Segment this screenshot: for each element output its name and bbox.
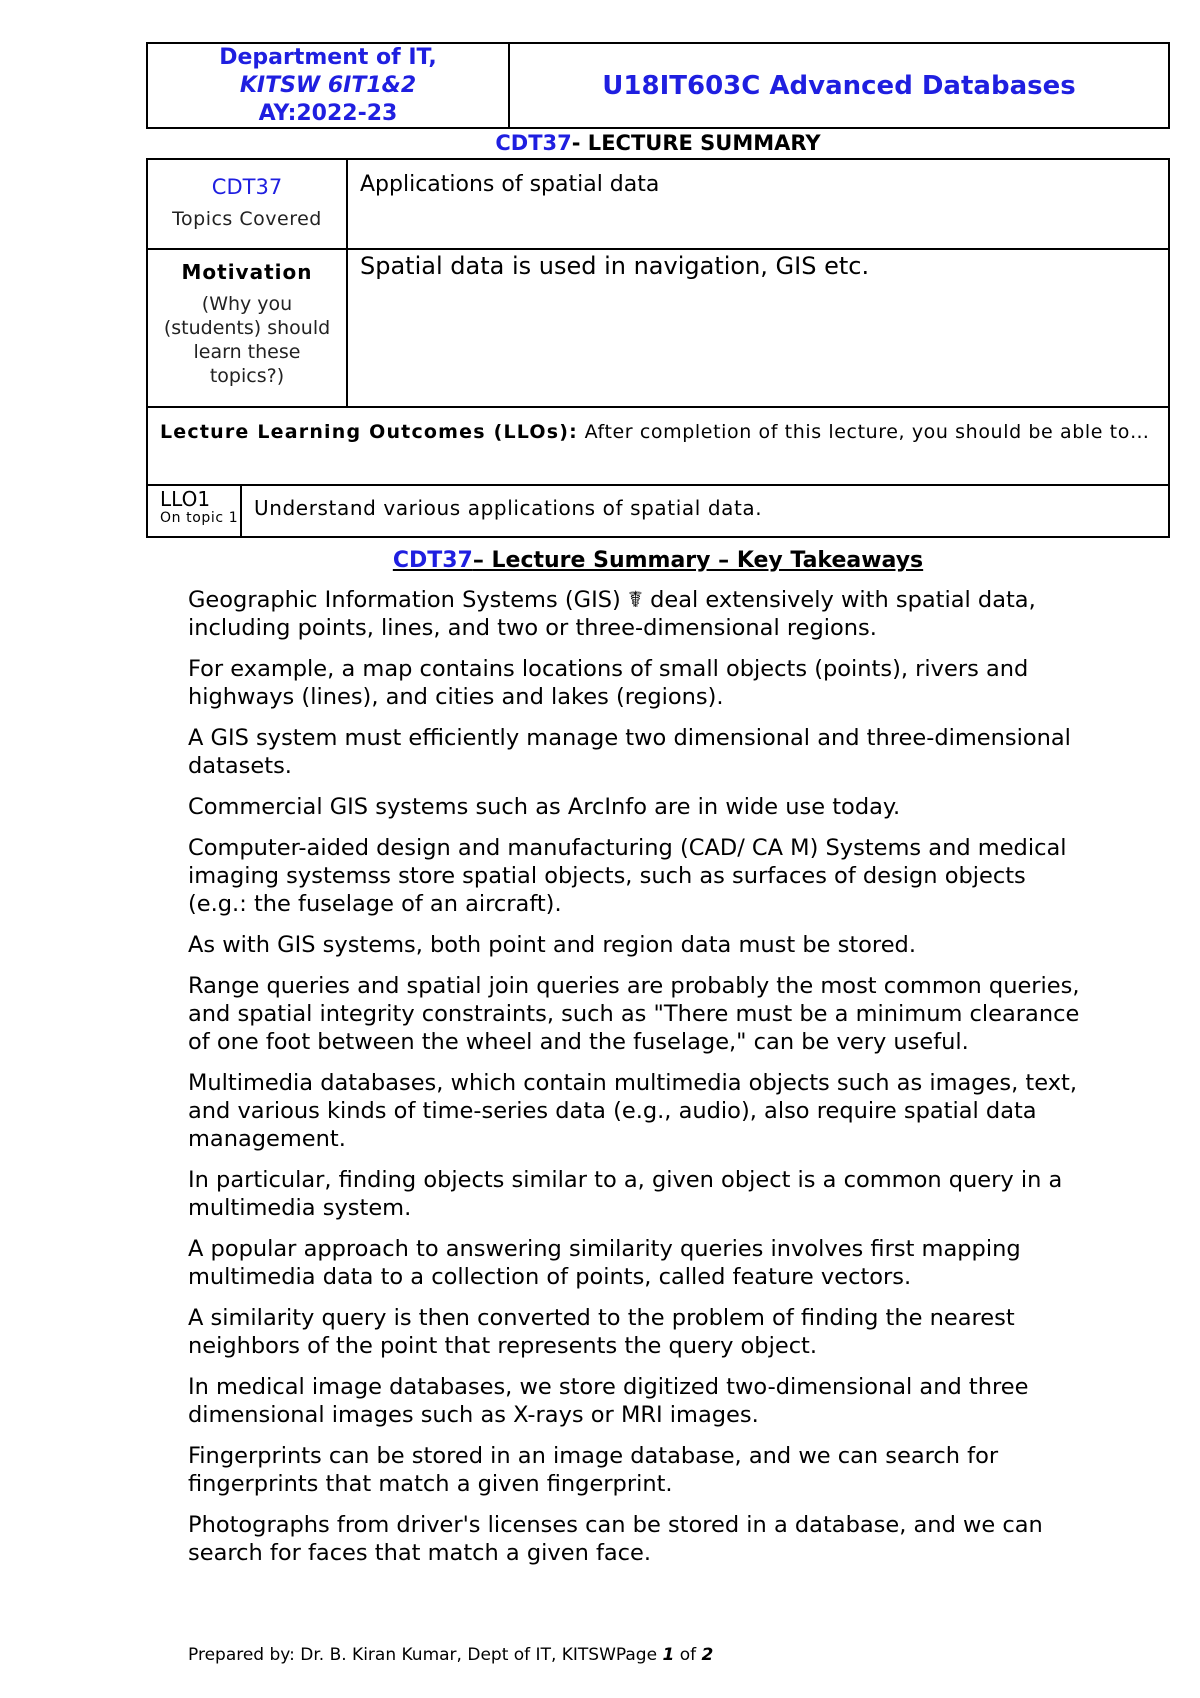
page-number: 1 <box>662 1645 675 1665</box>
list-item: A GIS system must efficiently manage two dimensional and three-dimensional datasets. <box>188 725 1071 779</box>
llo1-topic: On topic 1 <box>160 510 239 526</box>
lecture-info-table <box>146 158 1170 538</box>
llo-intro: After completion of this lecture, you should be able to… <box>584 421 1150 443</box>
topics-label-cell <box>148 160 348 248</box>
list-item: Fingerprints can be stored in an image database, and we can search for fingerprints that match a given fingerprint. <box>188 1443 999 1497</box>
page-total: 2 <box>701 1645 714 1665</box>
list-item: Range queries and spatial join queries are probably the most common queries, and spatial integrity constraints, such as "There must be a minimum clearance of one foot between the wheel and the fuselage," can be very useful. <box>188 973 1080 1055</box>
llo1-row <box>148 486 1168 536</box>
llo1-label-cell <box>148 486 242 536</box>
motivation-label-cell <box>148 250 348 406</box>
topics-code: CDT37 <box>211 175 283 199</box>
class-line: KITSW 6IT1&2 <box>239 72 417 98</box>
list-item: Photographs from driver's licenses can be stored in a database, and we can search for faces that match a given face. <box>188 1512 1043 1566</box>
page-footer <box>188 1645 713 1665</box>
key-takeaways-heading <box>146 548 1170 573</box>
lecture-summary-heading <box>146 130 1170 156</box>
course-title: U18IT603C Advanced Databases <box>602 70 1076 101</box>
list-item: As with GIS systems, both point and region data must be stored. <box>188 932 916 958</box>
list-item: A popular approach to answering similarity queries involves first mapping multimedia data to a collection of points, called feature vectors. <box>188 1236 1021 1290</box>
motivation-value: Spatial data is used in navigation, GIS etc. <box>360 252 870 280</box>
lecture-summary-label: - LECTURE SUMMARY <box>571 131 821 155</box>
list-item: Computer-aided design and manufacturing (CAD/ CA M) Systems and medical imaging systemss store spatial objects, such as surfaces of design objects (e.g.: the fuselage of an aircraft). <box>188 835 1067 917</box>
department-line: Department of IT, <box>219 44 437 70</box>
llo1-value: Understand various applications of spatial data. <box>254 496 763 520</box>
topics-value: Applications of spatial data <box>360 172 660 197</box>
list-item: Geographic Information Systems (GIS) ☤ deal extensively with spatial data, including points, lines, and two or three-dimensional regions. <box>188 587 1036 641</box>
header-box <box>146 42 1170 129</box>
takeaways-code: CDT37 <box>392 548 473 573</box>
academic-year: AY:2022-23 <box>258 100 398 126</box>
motivation-row <box>148 250 1168 408</box>
topics-row <box>148 160 1168 250</box>
list-item: In particular, finding objects similar to a, given object is a common query in a multimedia system. <box>188 1167 1063 1221</box>
list-item: Commercial GIS systems such as ArcInfo are in wide use today. <box>188 794 901 820</box>
motivation-label: Motivation <box>181 260 313 284</box>
list-item: Multimedia databases, which contain multimedia objects such as images, text, and various kinds of time-series data (e.g., audio), also require spatial data management. <box>188 1070 1077 1152</box>
llo-intro-row <box>148 408 1168 486</box>
topics-label: Topics Covered <box>172 208 322 230</box>
llo1-label: LLO1 <box>160 487 211 511</box>
of-word: of <box>679 1645 697 1665</box>
motivation-subtext: (Why you (students) should learn these topics?) <box>163 293 331 387</box>
lecture-code: CDT37 <box>495 131 572 155</box>
takeaways-list <box>188 586 1088 1580</box>
llo-heading: Lecture Learning Outcomes (LLOs): <box>160 421 578 443</box>
prepared-by: Prepared by: Dr. B. Kiran Kumar, Dept of IT, KITSW <box>188 1645 616 1665</box>
page-word: Page <box>615 1645 658 1665</box>
takeaways-title: – Lecture Summary – Key Takeaways <box>472 548 924 573</box>
department-cell <box>148 44 510 127</box>
list-item: In medical image databases, we store digitized two-dimensional and three dimensional images such as X-rays or MRI images. <box>188 1374 1029 1428</box>
list-item: For example, a map contains locations of small objects (points), rivers and highways (lines), and cities and lakes (regions). <box>188 656 1029 710</box>
list-item: A similarity query is then converted to the problem of finding the nearest neighbors of the point that represents the query object. <box>188 1305 1015 1359</box>
